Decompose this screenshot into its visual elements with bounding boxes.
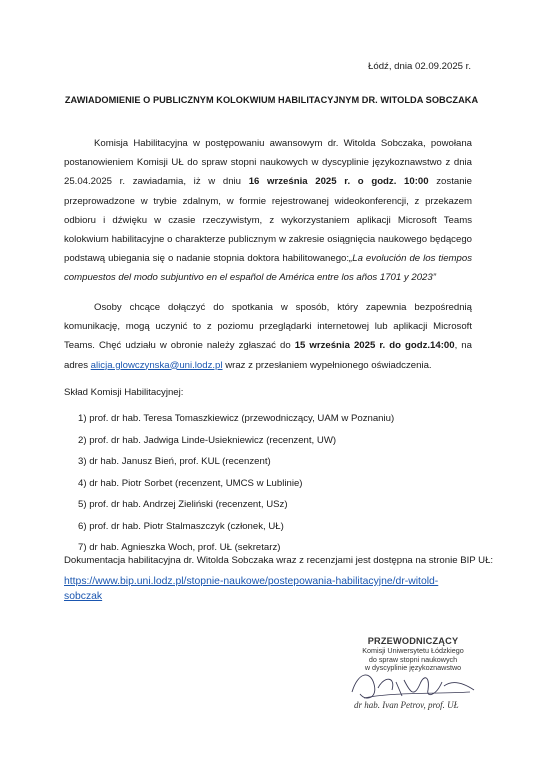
committee-member: 6) prof. dr hab. Piotr Stalmaszczyk (członek, UŁ) bbox=[78, 520, 284, 532]
committee-member: 2) prof. dr hab. Jadwiga Linde-Usiekniewicz (recenzent, UW) bbox=[78, 434, 337, 446]
stamp-line: do spraw stopni naukowych bbox=[368, 654, 458, 664]
chairman-heading: PRZEWODNICZĄCY bbox=[367, 636, 459, 646]
stamp-line: Komisji Uniwersytetu Łódzkiego bbox=[362, 646, 464, 655]
committee-member-list bbox=[78, 408, 394, 559]
paragraph1-text-b: zostanie przeprowadzone w trybie zdalnym, w formie rejestrowanej wideokonferencji, z przekazem odbioru i dźwięku w czasie rzeczywistym, z wykorzystaniem aplikacji Microsoft Teams kolokwium habilitacyjne o charakterze publicznym w zakresie osiągnięcia naukowego będącego podstawą ubiegania się o nadanie stopnia doktora habilitowanego: bbox=[64, 176, 472, 265]
signatory-name: dr hab. Ivan Petrov, prof. UŁ bbox=[354, 700, 459, 710]
paragraph1-text-a: Komisja Habilitacyjna w postępowaniu awansowym dr. Witolda Sobczaka, powołana postanowieniem Komisji UŁ do spraw stopni naukowych w dyscyplinie językoznawstwo z dnia 25.04.2025 r. zawiadamia, iż w dniu bbox=[64, 138, 472, 188]
committee-member: 1) prof. dr hab. Teresa Tomaszkiewicz (przewodniczący, UAM w Poznaniu) bbox=[78, 413, 395, 424]
documentation-text: Dokumentacja habilitacyjna dr. Witolda Sobczaka wraz z recenzjami jest dostępna na stronie BIP UŁ: bbox=[64, 555, 494, 566]
work-title: „La evolución de los tiempos compuestos del modo subjuntivo en el español de América entre los años 1701 y 2023” bbox=[64, 253, 472, 284]
stamp-line: w dyscyplinie językoznawstwo bbox=[364, 663, 462, 673]
committee-member: 7) dr hab. Agnieszka Woch, prof. UŁ (sekretarz) bbox=[78, 542, 281, 553]
paragraph2-text-c: wraz z przesłaniem wypełnionego oświadczenia. bbox=[222, 359, 432, 371]
participation-paragraph bbox=[64, 298, 472, 375]
document-title: ZAWIADOMIENIE O PUBLICZNYM KOLOKWIUM HABILITACYJNYM DR. WITOLDA SOBCZAKA bbox=[64, 95, 479, 105]
committee-member: 5) prof. dr hab. Andrzej Zieliński (recenzent, USz) bbox=[78, 499, 288, 510]
signature-block bbox=[338, 636, 488, 710]
colloquium-date: 16 września 2025 r. o godz. 10:00 bbox=[248, 176, 429, 188]
bip-url-link-wrap bbox=[64, 574, 464, 604]
committee-heading: Skład Komisji Habilitacyjnej: bbox=[64, 387, 184, 398]
document-date: Łódź, dnia 02.09.2025 r. bbox=[368, 61, 471, 72]
bip-url-link[interactable]: https://www.bip.uni.lodz.pl/stopnie-naukowe/postepowania-habilitacyjne/dr-witold-sobczak bbox=[64, 576, 439, 602]
registration-deadline: 15 września 2025 r. do godz.14:00 bbox=[294, 340, 455, 352]
announcement-paragraph bbox=[64, 134, 472, 288]
committee-member: 3) dr hab. Janusz Bień, prof. KUL (recenzent) bbox=[78, 456, 271, 467]
contact-email-link[interactable]: alicja.glowczynska@uni.lodz.pl bbox=[90, 359, 223, 371]
paragraph2-text-b: , na adres bbox=[64, 340, 472, 371]
committee-member: 4) dr hab. Piotr Sorbet (recenzent, UMCS w Lublinie) bbox=[78, 477, 303, 489]
paragraph2-text-a: Osoby chcące dołączyć do spotkania w sposób, który zapewnia bezpośrednią komunikację, mogą uczynić to z poziomu przeglądarki internetowej lub aplikacji Microsoft Teams. Chęć udziału w obronie należy zgłaszać do bbox=[64, 302, 472, 352]
